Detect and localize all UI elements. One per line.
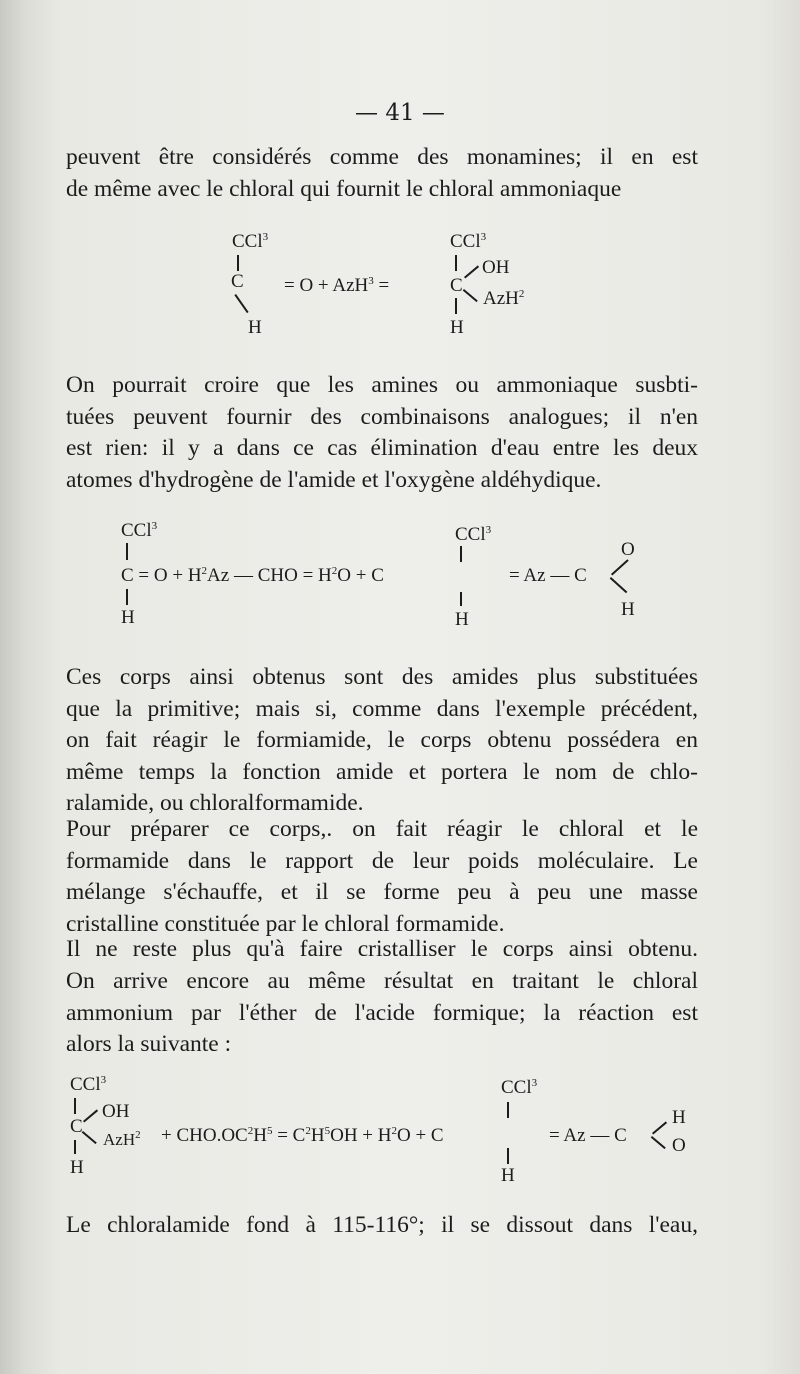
paragraph-2 bbox=[66, 370, 698, 496]
formula-reaction-right: = Az — C bbox=[549, 1125, 627, 1146]
formula-ccl3: CCl$^3$ bbox=[121, 520, 158, 541]
bond-line bbox=[610, 577, 627, 593]
formula-atom-h: H bbox=[70, 1157, 84, 1178]
formula-azh2: AzH$^2$ bbox=[103, 1129, 141, 1149]
formula-reaction-left: $C = O + H^2Az$ — CHO = $H^2O + C$ bbox=[121, 565, 384, 586]
bond-line bbox=[463, 289, 478, 302]
formula-oh: OH bbox=[482, 257, 510, 278]
formula-atom-o: O bbox=[672, 1135, 686, 1156]
formula-atom-h: H bbox=[672, 1107, 686, 1128]
text-line: on fait réagir le formiamide, le corps obtenu possédera en bbox=[66, 727, 698, 753]
text-line: Pour préparer ce corps,. on fait réagir le chloral et le bbox=[66, 816, 698, 842]
bond-line bbox=[126, 543, 128, 560]
text-line: On pourrait croire que les amines ou ammoniaque susbti- bbox=[66, 372, 698, 398]
page-number: — 41 — bbox=[355, 100, 445, 126]
text-line: On arrive encore au même résultat en traitant le chloral bbox=[66, 968, 698, 994]
formula-atom-h: H bbox=[450, 317, 464, 338]
text-line: alors la suivante : bbox=[66, 1031, 232, 1057]
text-line: Le chloralamide fond à 115-116°; il se dissout dans l'eau, bbox=[66, 1212, 698, 1238]
text-line: même temps la fonction amide et portera le nom de chlo- bbox=[66, 758, 698, 785]
bond-line bbox=[507, 1102, 509, 1118]
bond-line bbox=[126, 589, 128, 605]
text-line: tuées peuvent fournir des combinaisons analogues; il n'en bbox=[66, 403, 698, 430]
bond-line bbox=[74, 1140, 76, 1154]
bond-line bbox=[460, 592, 462, 606]
text-line: atomes d'hydrogène de l'amide et l'oxygène aldéhydique. bbox=[66, 466, 602, 493]
formula-atom-h: H bbox=[621, 599, 635, 620]
formula-atom-c: C bbox=[231, 271, 244, 292]
formula-atom-h: H bbox=[248, 317, 262, 338]
formula-atom-h: H bbox=[121, 607, 135, 628]
formula-ccl3: CCl$^3$ bbox=[501, 1077, 538, 1098]
bond-line bbox=[464, 265, 479, 278]
paragraph-6 bbox=[66, 966, 698, 1061]
bond-line bbox=[74, 1098, 76, 1114]
bond-line bbox=[235, 294, 249, 313]
text-line: de même avec le chloral qui fournit le chloral ammoniaque bbox=[66, 175, 622, 202]
text-line: ralamide, ou chloralformamide. bbox=[66, 790, 364, 816]
text-line: formamide dans le rapport de leur poids moléculaire. Le bbox=[66, 847, 698, 874]
formula-ccl3: CCl$^3$ bbox=[232, 231, 269, 252]
formula-atom-c: C bbox=[450, 275, 463, 296]
formula-ccl3: CCl$^3$ bbox=[455, 524, 492, 545]
paragraph-3 bbox=[66, 662, 698, 820]
paragraph-4 bbox=[66, 814, 698, 940]
formula-azh2: AzH$^2$ bbox=[483, 288, 525, 309]
formula-atom-h: H bbox=[501, 1165, 515, 1186]
formula-ccl3: CCl$^3$ bbox=[450, 231, 487, 252]
formula-reaction-middle: + $CHO.OC^2H^5 = C^2H^5OH + H^2O + C$ bbox=[161, 1125, 444, 1146]
bond-line bbox=[652, 1121, 667, 1134]
bond-line bbox=[460, 546, 462, 562]
formula-atom-o: O bbox=[621, 539, 635, 560]
formula-ccl3: CCl$^3$ bbox=[70, 1074, 107, 1095]
text-line: Il ne reste plus qu'à faire cristalliser le corps ainsi obtenu. bbox=[66, 936, 698, 962]
formula-atom-h: H bbox=[455, 609, 469, 630]
text-line: ammonium par l'éther de l'acide formique; la réaction est bbox=[66, 999, 698, 1026]
bond-line bbox=[237, 255, 239, 271]
formula-reagent: = O + AzH$^3$ = bbox=[284, 275, 390, 296]
bond-line bbox=[455, 298, 457, 314]
text-line: peuvent être considérés comme des monamines; il en est bbox=[66, 144, 698, 170]
paragraph-7 bbox=[66, 1210, 698, 1242]
text-line: est rien: il y a dans ce cas élimination d'eau entre les deux bbox=[66, 435, 698, 461]
bond-line bbox=[651, 1136, 666, 1149]
bond-line bbox=[82, 1131, 97, 1144]
text-line: Ces corps ainsi obtenus sont des amides plus substituées bbox=[66, 664, 698, 690]
text-line: que la primitive; mais si, comme dans l'exemple précédent, bbox=[66, 695, 698, 722]
bond-line bbox=[507, 1148, 509, 1164]
paragraph-5 bbox=[66, 934, 698, 966]
paragraph-1 bbox=[66, 142, 698, 205]
text-line: cristalline constituée par le chloral formamide. bbox=[66, 910, 505, 937]
formula-atom-c: C bbox=[70, 1116, 83, 1137]
formula-reaction-right: = Az — C bbox=[509, 565, 587, 586]
bond-line bbox=[455, 255, 457, 271]
bond-line bbox=[611, 559, 628, 575]
text-line: mélange s'échauffe, et il se forme peu à peu une masse bbox=[66, 879, 698, 905]
bond-line bbox=[83, 1109, 98, 1122]
formula-oh: OH bbox=[102, 1101, 130, 1122]
